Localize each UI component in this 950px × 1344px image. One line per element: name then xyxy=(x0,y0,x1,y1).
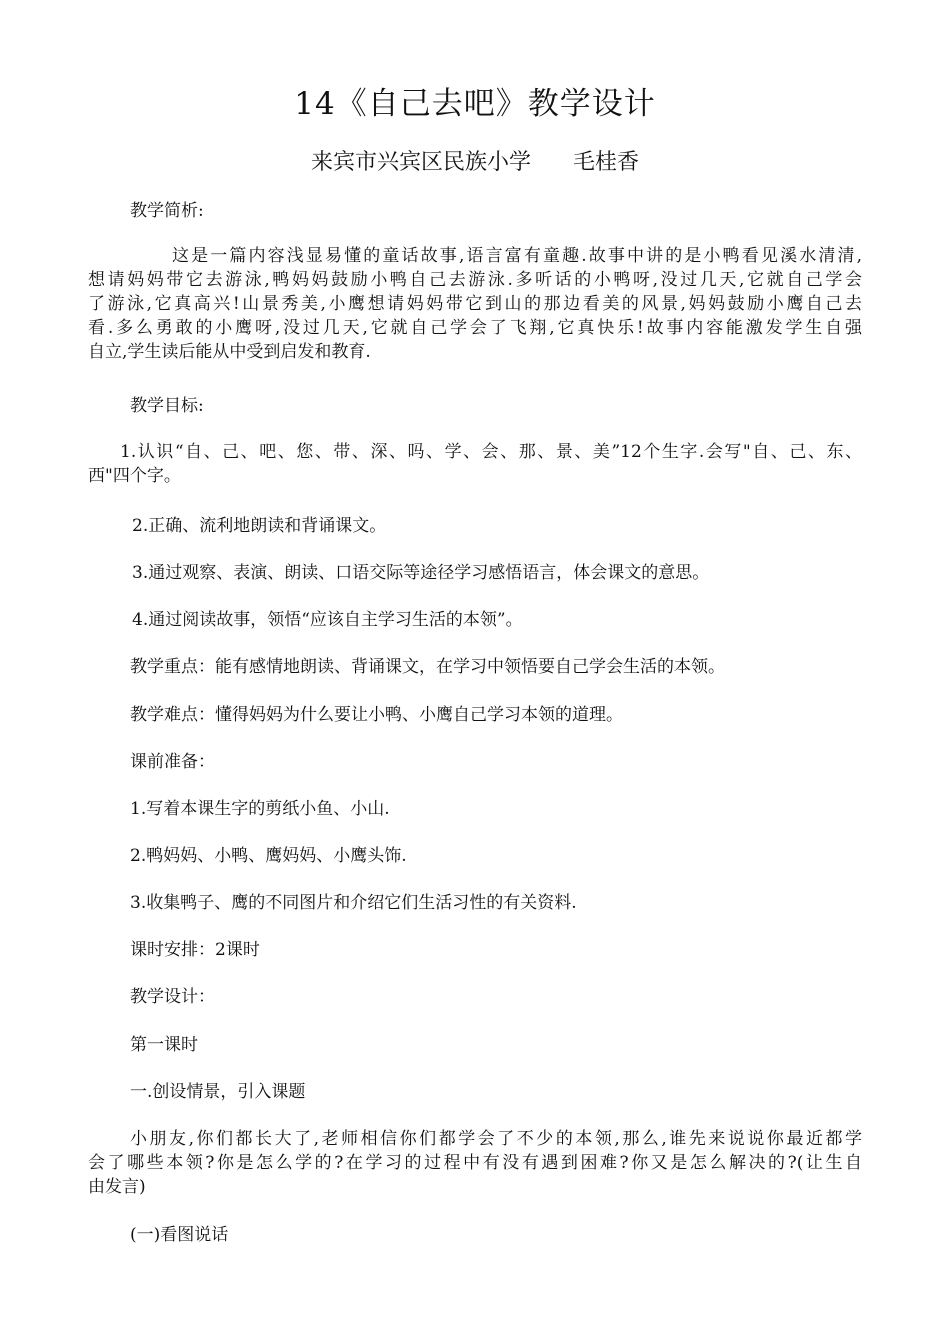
subsection-heading: (一)看图说话 xyxy=(130,1225,229,1245)
lesson-heading: 第一课时 xyxy=(130,1035,198,1055)
design-heading: 教学设计： xyxy=(130,987,215,1007)
body-line: 会了哪些本领?你是怎么学的?在学习的过程中有没有遇到困难?你又是怎么解决的?(让生自 xyxy=(88,1153,862,1173)
prep-item-2: 2.鸭妈妈、小鸭、鹰妈妈、小鹰头饰. xyxy=(130,846,407,866)
intro-heading: 教学简析: xyxy=(130,201,204,221)
section-heading: 一.创设情景，引入课题 xyxy=(130,1082,306,1102)
prep-item-3: 3.收集鸭子、鹰的不同图片和介绍它们生活习性的有关资料. xyxy=(130,893,577,913)
intro-line: 这是一篇内容浅显易懂的童话故事,语言富有童趣.故事中讲的是小鸭看见溪水清清, xyxy=(172,246,862,266)
goal-1-line: 西"四个字。 xyxy=(88,466,181,486)
intro-line: 看.多么勇敢的小鹰呀,没过几天,它就自己学会了飞翔,它真快乐!故事内容能激发学生自强 xyxy=(88,318,862,338)
goal-3: 3.通过观察、表演、朗读、口语交际等途径学习感悟语言，体会课文的意思。 xyxy=(132,563,710,583)
prep-item-1: 1.写着本课生字的剪纸小鱼、小山. xyxy=(130,799,390,819)
goal-1-line: 1.认识“自、己、吧、您、带、深、吗、学、会、那、景、美”12个生字.会写"自、己、东、 xyxy=(120,442,862,462)
intro-line: 了游泳,它真高兴!山景秀美,小鹰想请妈妈带它到山的那边看美的风景,妈妈鼓励小鹰自己去 xyxy=(88,294,862,314)
author-name: 毛桂香 xyxy=(573,150,640,175)
difficulty: 教学难点：懂得妈妈为什么要让小鸭、小鹰自己学习本领的道理。 xyxy=(130,705,623,725)
body-paragraph xyxy=(88,1127,862,1199)
prep-heading: 课前准备： xyxy=(130,752,215,772)
document-byline xyxy=(0,148,950,178)
goals-heading: 教学目标: xyxy=(130,396,204,416)
goal-2: 2.正确、流利地朗读和背诵课文。 xyxy=(132,516,387,536)
body-line: 小朋友,你们都长大了,老师相信你们都学会了不少的本领,那么,谁先来说说你最近都学 xyxy=(130,1129,862,1149)
document-title: 14《自己去吧》教学设计 xyxy=(294,86,656,122)
intro-line: 想请妈妈带它去游泳,鸭妈妈鼓励小鸭自己去游泳.多听话的小鸭呀,没过几天,它就自己学会 xyxy=(88,270,862,290)
schedule: 课时安排：2课时 xyxy=(130,940,260,960)
goal-1 xyxy=(88,440,862,488)
school-name: 来宾市兴宾区民族小学 xyxy=(310,150,531,175)
body-line: 由发言) xyxy=(88,1177,146,1197)
intro-line: 自立,学生读后能从中受到启发和教育. xyxy=(88,342,371,362)
goal-4: 4.通过阅读故事，领悟“应该自主学习生活的本领”。 xyxy=(132,610,523,630)
intro-paragraph xyxy=(88,244,862,364)
key-point: 教学重点：能有感情地朗读、背诵课文，在学习中领悟要自己学会生活的本领。 xyxy=(130,657,725,677)
